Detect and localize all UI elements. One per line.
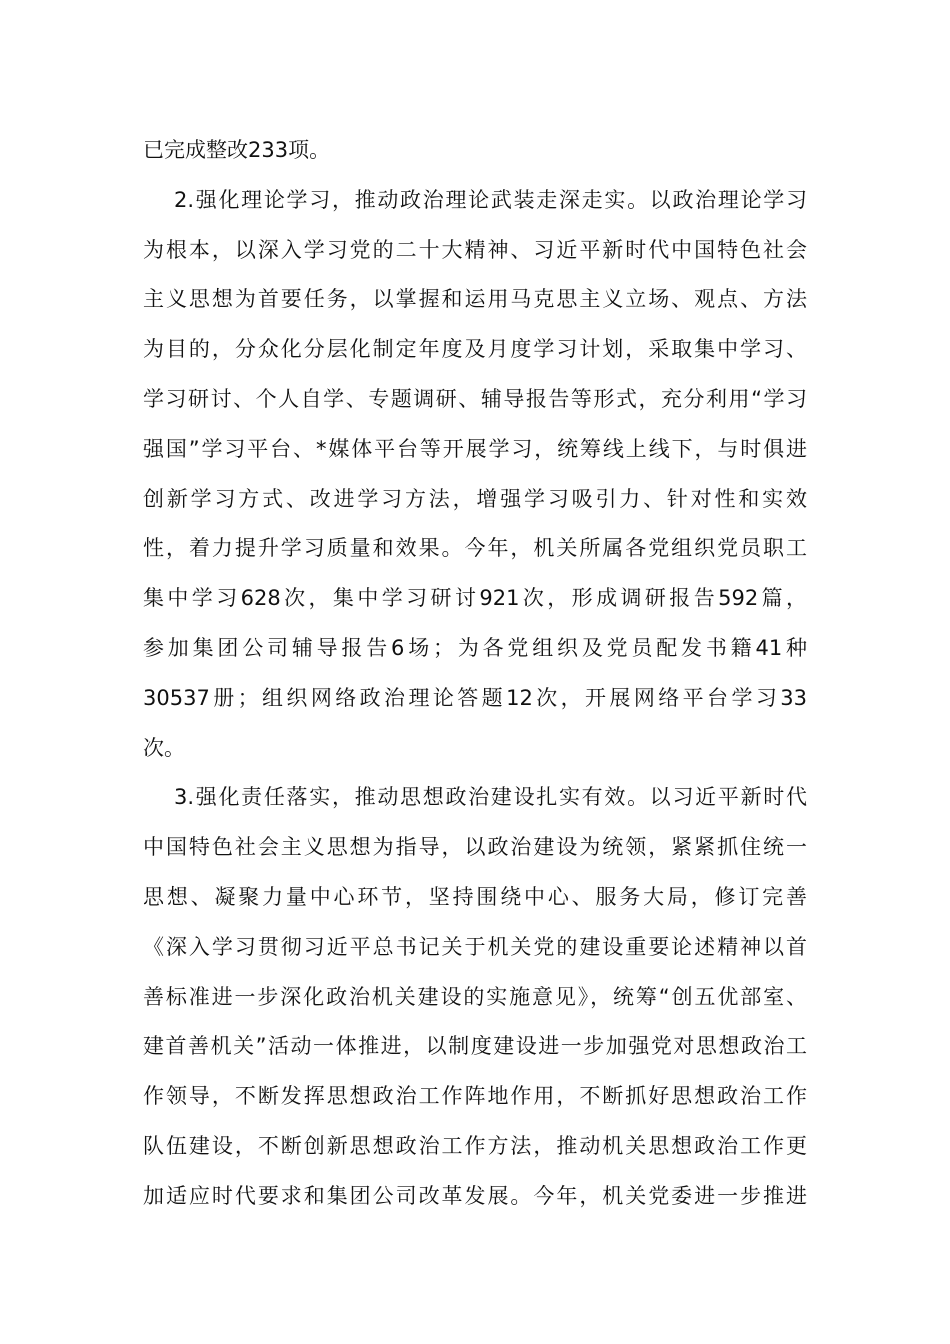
text-line: 次。 (143, 735, 185, 760)
paragraph-responsibility (143, 773, 807, 1221)
text-line: 为根本，以深入学习党的二十大精神、习近平新时代中国特色社会 (143, 237, 807, 262)
text-line: 为目的，分众化分层化制定年度及月度学习计划，采取集中学习、 (143, 337, 807, 362)
text-line: 中国特色社会主义思想为指导，以政治建设为统领，紧紧抓住统一 (143, 835, 807, 860)
text-line: 学习研讨、个人自学、专题调研、辅导报告等形式，充分利用“学习 (143, 386, 807, 411)
text-line: 作领导，不断发挥思想政治工作阵地作用，不断抓好思想政治工作 (143, 1084, 807, 1109)
text-line: 善标准进一步深化政治机关建设的实施意见》，统筹“创五优部室、 (143, 984, 807, 1009)
text-line: 主义思想为首要任务，以掌握和运用马克思主义立场、观点、方法 (143, 287, 807, 312)
document-body (143, 126, 807, 1222)
paragraph-continuation (143, 126, 807, 176)
text-line: 参加集团公司辅导报告6场；为各党组织及党员配发书籍41种 (143, 635, 807, 660)
text-line: 建首善机关”活动一体推进，以制度建设进一步加强党对思想政治工 (143, 1034, 807, 1059)
text-line: 2.强化理论学习，推动政治理论武装走深走实。以政治理论学习 (174, 187, 807, 212)
text-line: 已完成整改233项。 (143, 138, 331, 162)
paragraph-theory-study (143, 176, 807, 774)
text-line: 3.强化责任落实，推动思想政治建设扎实有效。以习近平新时代 (174, 785, 807, 810)
text-line: 强国”学习平台、*媒体平台等开展学习，统筹线上线下，与时俱进 (143, 436, 807, 461)
text-line: 集中学习628次，集中学习研讨921次，形成调研报告592篇， (143, 586, 807, 611)
text-line: 《深入学习贯彻习近平总书记关于机关党的建设重要论述精神以首 (143, 934, 807, 959)
text-line: 队伍建设，不断创新思想政治工作方法，推动机关思想政治工作更 (143, 1133, 807, 1158)
text-line: 加适应时代要求和集团公司改革发展。今年，机关党委进一步推进 (143, 1183, 807, 1208)
text-line: 创新学习方式、改进学习方法，增强学习吸引力、针对性和实效 (143, 486, 807, 511)
text-line: 思想、凝聚力量中心环节，坚持围绕中心、服务大局，修订完善 (143, 884, 807, 909)
text-line: 30537册；组织网络政治理论答题12次，开展网络平台学习33 (143, 685, 807, 710)
text-line: 性，着力提升学习质量和效果。今年，机关所属各党组织党员职工 (143, 536, 807, 561)
